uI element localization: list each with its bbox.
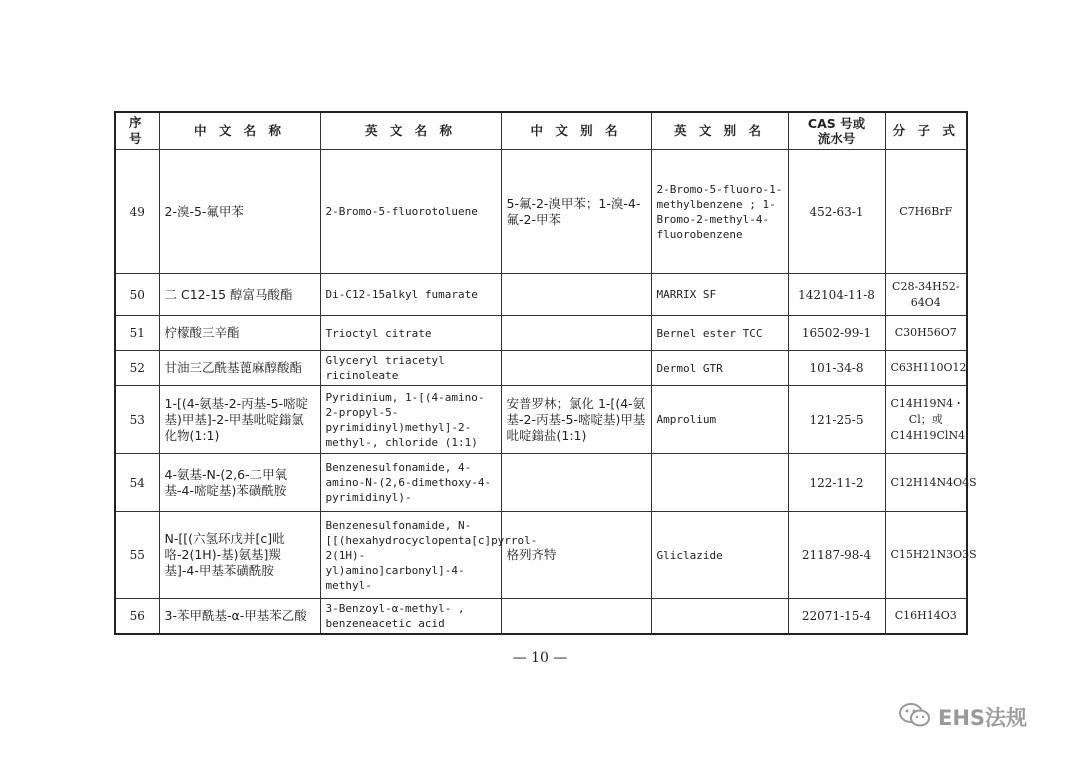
cas-number: 121-25-5 — [788, 386, 885, 454]
cas-number: 101-34-8 — [788, 351, 885, 386]
english-name: Benzenesulfonamide, N-[[(hexahydrocyclopenta[c]pyrrol-2(1H)-yl)amino]carbonyl]-4-methyl- — [320, 512, 501, 599]
english-alias: 2-Bromo-5-fluoro-1-methylbenzene ; 1-Bromo-2-methyl-4-fluorobenzene — [651, 150, 788, 274]
header-cas: CAS 号或 流水号 — [788, 112, 885, 150]
chinese-alias — [501, 599, 651, 635]
header-chinese-name: 中 文 名 称 — [159, 112, 320, 150]
chemical-list-table — [114, 111, 977, 635]
chinese-alias: 5-氟-2-溴甲苯；1-溴-4-氟-2-甲苯 — [501, 150, 651, 274]
table-row — [115, 454, 967, 512]
table-row — [115, 351, 967, 386]
table-row — [115, 512, 967, 599]
header-english-alias: 英 文 别 名 — [651, 112, 788, 150]
header-formula: 分 子 式 — [885, 112, 967, 150]
english-name: 2-Bromo-5-fluorotoluene — [320, 150, 501, 274]
molecular-formula: C16H14O3 — [885, 599, 967, 635]
chinese-name: 二 C12-15 醇富马酸酯 — [159, 274, 320, 316]
table-row — [115, 316, 967, 351]
row-number: 49 — [115, 150, 159, 274]
chinese-name: 3-苯甲酰基-α-甲基苯乙酸 — [159, 599, 320, 635]
watermark — [898, 702, 1027, 732]
english-name: Glyceryl triacetyl ricinoleate — [320, 351, 501, 386]
cas-number: 16502-99-1 — [788, 316, 885, 351]
english-name: Trioctyl citrate — [320, 316, 501, 351]
chinese-alias: 格列齐特 — [501, 512, 651, 599]
table-row — [115, 274, 967, 316]
chinese-alias: 安普罗林；氯化 1-[(4-氨基-2-丙基-5-嘧啶基)甲基吡啶鎓盐(1:1) — [501, 386, 651, 454]
table-row — [115, 150, 967, 274]
english-name: Di-C12-15alkyl fumarate — [320, 274, 501, 316]
english-alias: Bernel ester TCC — [651, 316, 788, 351]
chinese-name: 甘油三乙酰基蓖麻醇酸酯 — [159, 351, 320, 386]
row-number: 52 — [115, 351, 159, 386]
english-name: Benzenesulfonamide, 4-amino-N-(2,6-dimethoxy-4-pyrimidinyl)- — [320, 454, 501, 512]
table-header-row — [115, 112, 967, 150]
header-chinese-alias: 中 文 别 名 — [501, 112, 651, 150]
chinese-alias — [501, 274, 651, 316]
cas-number: 122-11-2 — [788, 454, 885, 512]
cas-number: 22071-15-4 — [788, 599, 885, 635]
row-number: 51 — [115, 316, 159, 351]
row-number: 53 — [115, 386, 159, 454]
cas-number: 452-63-1 — [788, 150, 885, 274]
chinese-name: 4-氨基-N-(2,6-二甲氧基-4-嘧啶基)苯磺酰胺 — [159, 454, 320, 512]
watermark-text: EHS法规 — [938, 706, 1028, 730]
english-alias — [651, 599, 788, 635]
chinese-name: 2-溴-5-氟甲苯 — [159, 150, 320, 274]
molecular-formula: C30H56O7 — [885, 316, 967, 351]
wechat-icon — [898, 702, 932, 732]
chinese-alias — [501, 454, 651, 512]
header-english-name: 英 文 名 称 — [320, 112, 501, 150]
english-alias: Gliclazide — [651, 512, 788, 599]
molecular-formula: C14H19N4・Cl；或 C14H19ClN4 — [885, 386, 967, 454]
chinese-name: 1-[(4-氨基-2-丙基-5-嘧啶基)甲基]-2-甲基吡啶鎓氯化物(1:1) — [159, 386, 320, 454]
molecular-formula: C15H21N3O3S — [885, 512, 967, 599]
table-row — [115, 386, 967, 454]
row-number: 50 — [115, 274, 159, 316]
chinese-name: N-[[(六氢环戊并[c]吡咯-2(1H)-基)氨基]羰基]-4-甲基苯磺酰胺 — [159, 512, 320, 599]
page-number: — 10 — — [512, 650, 568, 666]
english-name: 3-Benzoyl-α-methyl- , benzeneacetic acid — [320, 599, 501, 635]
molecular-formula: C28-34H52-64O4 — [885, 274, 967, 316]
chinese-alias — [501, 351, 651, 386]
english-alias — [651, 454, 788, 512]
table-row — [115, 599, 967, 635]
english-alias: Amprolium — [651, 386, 788, 454]
english-name: Pyridinium, 1-[(4-amino-2-propyl-5-pyrimidinyl)methyl]-2-methyl-, chloride (1:1) — [320, 386, 501, 454]
cas-number: 142104-11-8 — [788, 274, 885, 316]
english-alias: MARRIX SF — [651, 274, 788, 316]
header-no: 序号 — [115, 112, 159, 150]
cas-number: 21187-98-4 — [788, 512, 885, 599]
row-number: 56 — [115, 599, 159, 635]
molecular-formula: C12H14N4O4S — [885, 454, 967, 512]
row-number: 55 — [115, 512, 159, 599]
row-number: 54 — [115, 454, 159, 512]
chinese-alias — [501, 316, 651, 351]
molecular-formula: C7H6BrF — [885, 150, 967, 274]
english-alias: Dermol GTR — [651, 351, 788, 386]
chinese-name: 柠檬酸三辛酯 — [159, 316, 320, 351]
molecular-formula: C63H110O12 — [885, 351, 967, 386]
